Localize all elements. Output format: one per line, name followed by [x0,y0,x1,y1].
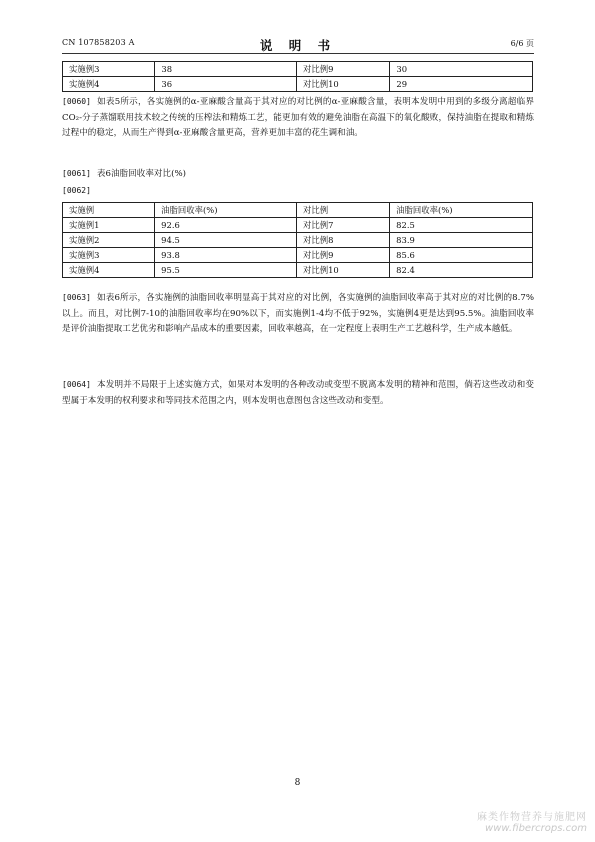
table-cell: 94.5 [155,233,297,248]
table-cell: 30 [390,62,533,77]
table-cell: 实施例2 [63,233,155,248]
table-cell: 95.5 [155,263,297,278]
table-caption: 表6油脂回收率对比(%) [96,169,186,179]
column-header: 实施例 [63,203,155,218]
paragraph-number: [0061] [62,169,91,178]
table-cell: 实施例3 [63,62,155,77]
table-row [63,263,533,278]
table-cell: 29 [390,77,533,92]
table-cell: 92.6 [155,218,297,233]
table-row [63,248,533,263]
table-cell: 实施例3 [63,248,155,263]
table-5-continued [62,61,533,92]
watermark-line-1: 麻类作物营养与施肥网 [477,812,587,823]
table-cell: 38 [155,62,297,77]
paragraph-text: 如表6所示，各实施例的油脂回收率明显高于其对应的对比例，各实施例的油脂回收率高于其对应的对比例的8.7%以上。而且，对比例7-10的油脂回收率均在90%以下，而实施例1-4均不低于92%，实施例4更是达到95.5%。油脂回收率是评价油脂提取工艺优劣和影响产品成本的重要因素，回收率越高，在一定程度上表明生产工艺越科学，生产成本越低。 [62,293,534,334]
header-rule [62,53,534,54]
document-number: CN 107858203 A [62,38,135,47]
table-row [63,218,533,233]
page-number: 8 [294,778,301,788]
watermark-line-2: www.fibercrops.com [485,823,587,834]
table-cell: 对比例8 [296,233,389,248]
column-header: 对比例 [296,203,389,218]
paragraph-text: 本发明并不局限于上述实施方式，如果对本发明的各种改动或变型不脱离本发明的精神和范围，倘若这些改动和变型属于本发明的权利要求和等同技术范围之内，则本发明也意图包含这些改动和变型。 [62,380,534,406]
column-header: 油脂回收率(%) [155,203,297,218]
paragraph-0061 [62,166,534,183]
paragraph-text: 如表5所示，各实施例的α-亚麻酸含量高于其对应的对比例的α-亚麻酸含量，表明本发明中用到的多级分离超临界CO₂-分子蒸馏联用技术较之传统的压榨法和精炼工艺，能更加有效的避免油脂在高温下的氧化酸败，保持油脂在提取和精炼过程中的稳定，从而生产得到α-亚麻酸含量更高，营养更加丰富的花生调和油。 [62,97,534,138]
paragraph-number: [0063] [62,293,91,302]
paragraph-number: [0060] [62,97,91,106]
table-row [63,77,533,92]
table-cell: 实施例4 [63,77,155,92]
paragraph-0063 [62,290,534,338]
table-6-oil-recovery [62,202,533,278]
table-cell: 对比例9 [296,62,389,77]
table-cell: 对比例9 [296,248,389,263]
table-cell: 对比例7 [296,218,389,233]
paragraph-0062 [62,183,534,200]
column-header: 油脂回收率(%) [390,203,533,218]
document-title: 说 明 书 [259,38,337,53]
paragraph-0064 [62,377,534,409]
table-cell: 对比例10 [296,263,389,278]
table-row [63,233,533,248]
paragraph-number: [0064] [62,380,91,389]
table-cell: 实施例1 [63,218,155,233]
table-cell: 85.6 [390,248,533,263]
table-cell: 82.4 [390,263,533,278]
table-cell: 93.8 [155,248,297,263]
table-cell: 实施例4 [63,263,155,278]
table-cell: 36 [155,77,297,92]
table-cell: 83.9 [390,233,533,248]
table-row [63,62,533,77]
table-cell: 对比例10 [296,77,389,92]
paragraph-0060 [62,94,534,142]
page-header [62,36,534,52]
paragraph-number: [0062] [62,186,91,195]
table-cell: 82.5 [390,218,533,233]
table-header-row [63,203,533,218]
page-indicator: 6/6 页 [510,39,534,48]
site-watermark [477,808,587,834]
